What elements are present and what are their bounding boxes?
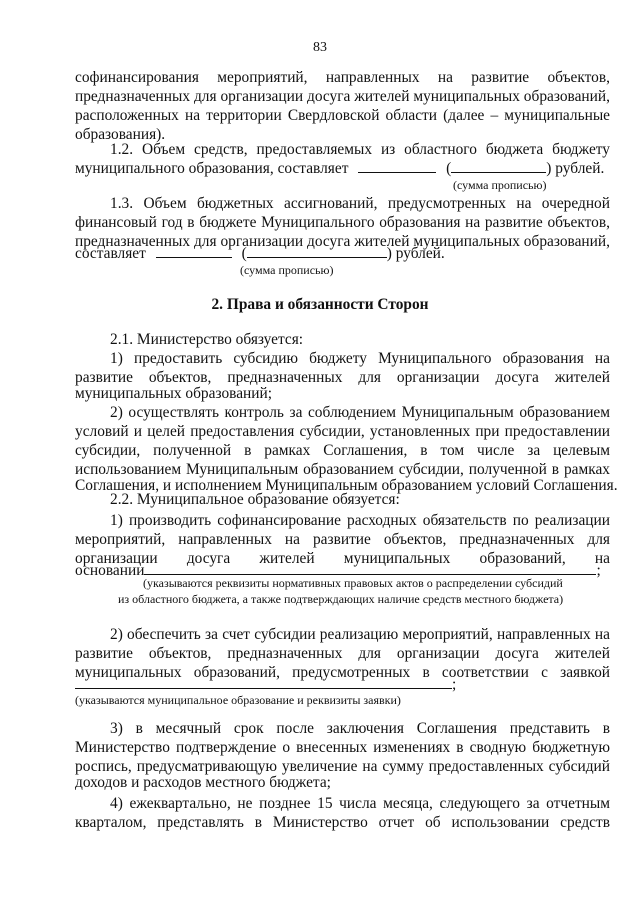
paragraph-2-1-1-line: муниципальных образований; xyxy=(75,385,273,402)
rubles-label: ) рублей. xyxy=(546,160,605,177)
rubles-label: ) рублей. xyxy=(386,245,445,262)
paragraph-2-2-2-line: 2) обеспечить за счет субсидии реализацию мероприятий, направленных на xyxy=(110,626,610,643)
basis-caption-line1: (указываются реквизиты нормативных правовых актов о распределении субсидий xyxy=(143,576,563,590)
paragraph-1-2-amount-line xyxy=(75,159,610,178)
paren-open: ( xyxy=(446,160,452,177)
paragraph-2-2-4-line: 4) ежеквартально, не позднее 15 числа месяца, следующего за отчетным xyxy=(110,795,610,812)
paragraph-2-2-1-line: 1) производить софинансирование расходных обязательств по реализации xyxy=(110,512,610,529)
paragraph-1-3-line: 1.3. Объем бюджетных ассигнований, предусмотренных на очередной xyxy=(110,195,610,212)
paragraph-2-1-2-line: условий и целей предоставления субсидии, установленных при предоставлении xyxy=(75,423,610,440)
paragraph-1-1-line: предназначенных для организации досуга жителей муниципальных образований, xyxy=(75,88,610,105)
paragraph-2-2-4-line: кварталом, представлять в Министерство отчет об использовании средств xyxy=(75,814,610,831)
paragraph-1-2-line: 1.2. Объем средств, предоставляемых из областного бюджета бюджету xyxy=(110,141,610,158)
paragraph-2-2-1-line: организации досуга жителей муниципальных образований, на xyxy=(75,550,610,567)
basis-caption-line2: из областного бюджета, а также подтверждающих наличие средств местного бюджета) xyxy=(118,592,564,606)
paragraph-1-3-line: предназначенных для организации досуга жителей муниципальных образований, xyxy=(75,233,610,250)
basis-blank xyxy=(144,561,596,575)
paragraph-1-2-text: муниципального образования, составляет xyxy=(75,160,349,177)
amount-words-caption: (сумма прописью) xyxy=(240,263,334,277)
paragraph-2-1-1-line: 1) предоставить субсидию бюджету Муниципального образования на xyxy=(110,350,610,367)
paragraph-1-1-line: софинансирования мероприятий, направленных на развитие объектов, xyxy=(75,69,610,86)
application-caption: (указываются муниципальное образование и реквизиты заявки) xyxy=(75,693,401,707)
paragraph-1-1-line: образования). xyxy=(75,126,166,143)
paragraph-1-1-line: расположенных на территории Свердловской области (далее – муниципальные xyxy=(75,107,610,124)
section-2-heading: 2. Права и обязанности Сторон xyxy=(211,296,429,313)
paragraph-2-1-2-line: Соглашения, и исполнением Муниципальным образованием условий Соглашения. xyxy=(75,477,618,494)
paragraph-2-2-3-line: доходов и расходов местного бюджета; xyxy=(75,774,331,791)
amount-blank xyxy=(358,159,436,173)
paragraph-1-3-text: составляет xyxy=(75,245,146,262)
amount-blank xyxy=(156,244,232,258)
paragraph-2-2-3-line: Министерство подтверждение о внесенных изменениях в сводную бюджетную xyxy=(75,739,610,756)
amount-words-blank xyxy=(451,159,546,173)
paren-open: ( xyxy=(241,245,247,262)
paragraph-2-1-2-line: 2) осуществлять контроль за соблюдением Муниципальным образованием xyxy=(110,404,610,421)
amount-words-blank xyxy=(247,244,387,258)
page-number: 83 xyxy=(313,40,327,55)
amount-words-caption: (сумма прописью) xyxy=(453,178,547,192)
paragraph-2-1-2-line: использованием Муниципальным образованием субсидии, полученной в рамках xyxy=(75,461,610,478)
paragraph-2-2: 2.2. Муниципальное образование обязуется: xyxy=(110,491,400,508)
paragraph-1-3-amount-line xyxy=(75,244,610,263)
paragraph-2-1-1-line: развитие объектов, предназначенных для организации досуга жителей xyxy=(75,369,610,386)
semicolon: ; xyxy=(596,562,601,579)
semicolon: ; xyxy=(452,676,457,693)
paragraph-2-2-3-line: роспись, предусматривающую увеличение на сумму предоставленных субсидий xyxy=(75,758,610,775)
application-blank xyxy=(75,675,452,689)
paragraph-2-2-1-line: мероприятий, направленных на развитие объектов, предназначенных для xyxy=(75,531,610,548)
paragraph-2-2-3-line: 3) в месячный срок после заключения Соглашения представить в xyxy=(110,720,610,737)
paragraph-2-2-2-line: развитие объектов, предназначенных для организации досуга жителей xyxy=(75,645,610,662)
basis-label: основании xyxy=(75,562,145,579)
paragraph-2-1-2-line: субсидии, полученной в рамках Соглашения, в том числе за целевым xyxy=(75,442,610,459)
paragraph-2-1: 2.1. Министерство обязуется: xyxy=(110,331,304,348)
paragraph-1-3-line: финансовый год в бюджете Муниципального образования на развитие объектов, xyxy=(75,214,610,231)
paragraph-2-2-2-line: муниципальных образований, предусмотренных в соответствии с заявкой xyxy=(75,664,610,681)
